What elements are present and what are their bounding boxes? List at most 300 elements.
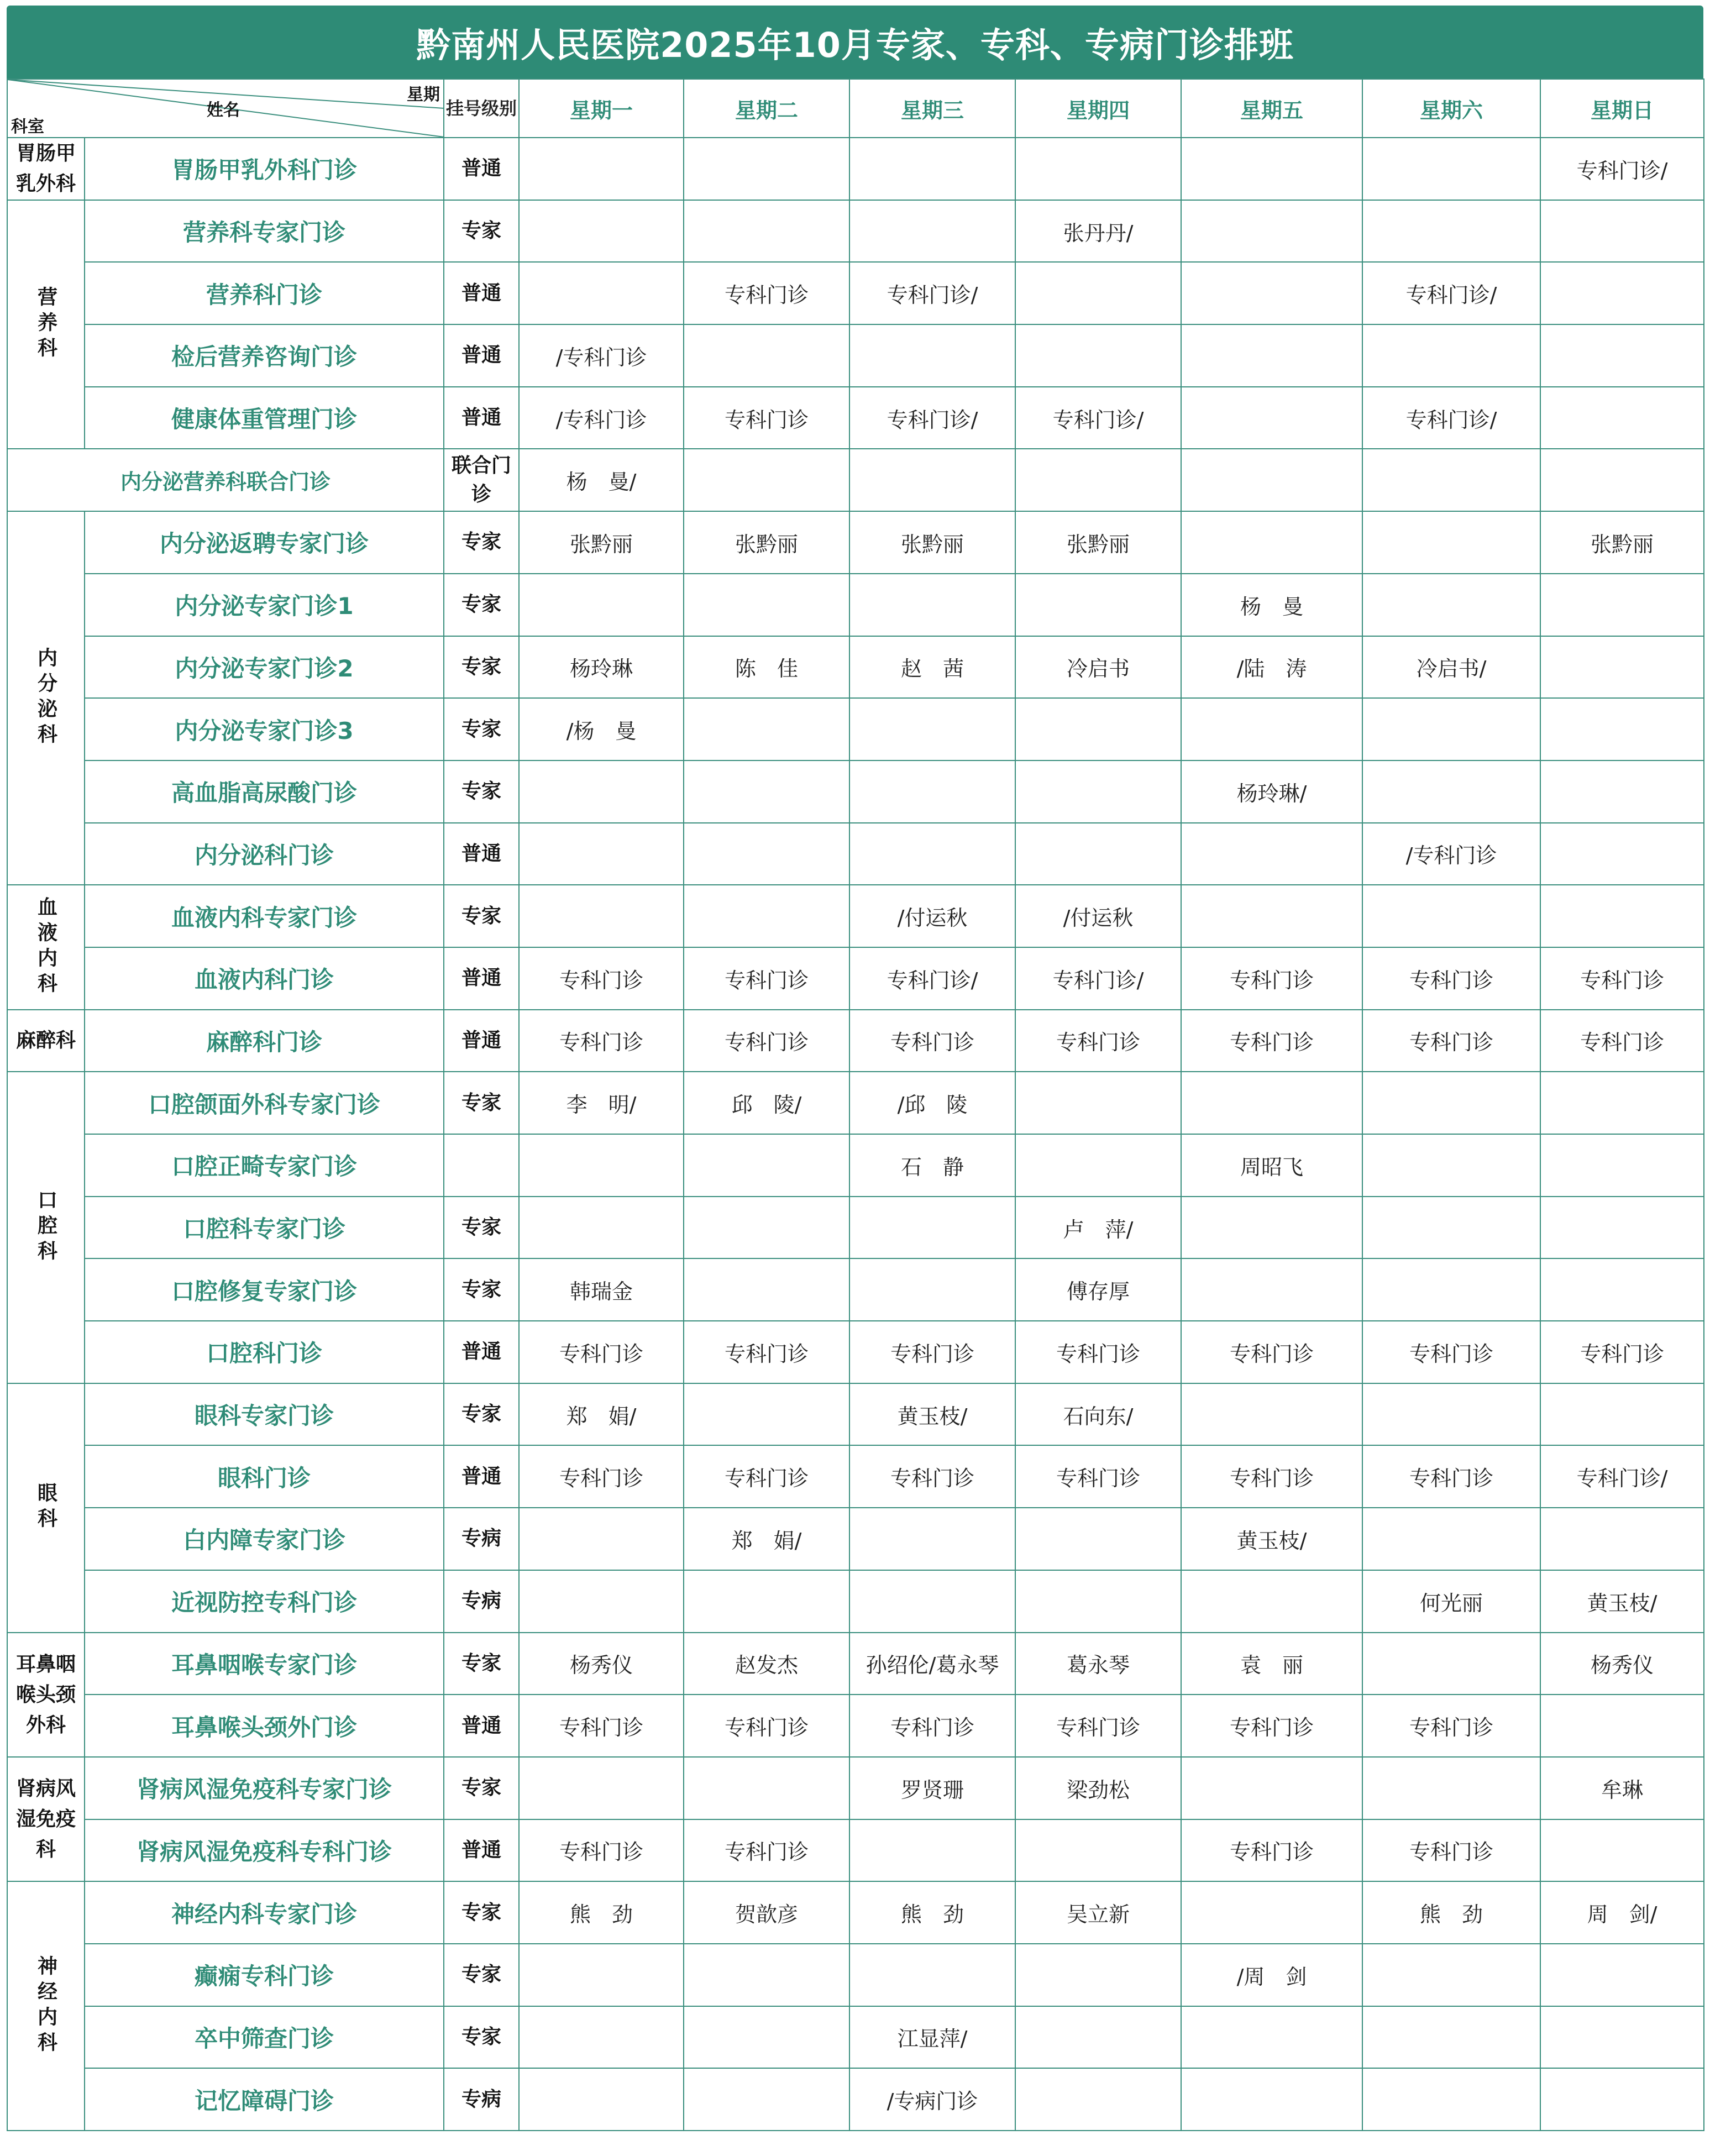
schedule-cell	[519, 1570, 684, 1633]
schedule-cell	[1181, 324, 1362, 387]
schedule-cell	[684, 1944, 849, 2006]
schedule-cell: 专科门诊	[684, 387, 849, 449]
schedule-cell: 张黔丽	[849, 511, 1015, 574]
schedule-cell: 专科门诊	[1181, 947, 1362, 1010]
table-row	[7, 1072, 1704, 1134]
table-row	[7, 947, 1704, 1010]
schedule-cell: 张黔丽	[1015, 511, 1181, 574]
schedule-cell: 专科门诊/	[1540, 1445, 1704, 1508]
table-row	[7, 1445, 1704, 1508]
day-header: 星期三	[849, 79, 1015, 138]
schedule-cell	[684, 449, 849, 511]
schedule-cell	[1015, 138, 1181, 200]
department-cell: 神经内科	[7, 1881, 85, 2131]
schedule-cell: 专科门诊/	[1362, 262, 1540, 324]
table-row	[7, 760, 1704, 823]
schedule-cell	[519, 1134, 684, 1197]
schedule-cell	[1540, 1819, 1704, 1882]
schedule-cell	[519, 1197, 684, 1259]
schedule-cell	[684, 200, 849, 263]
schedule-cell	[519, 2068, 684, 2131]
department-cell: 肾病风湿免疫科	[7, 1757, 85, 1881]
schedule-cell	[1015, 1570, 1181, 1633]
schedule-cell: 专科门诊	[519, 1010, 684, 1072]
schedule-cell	[1540, 1508, 1704, 1570]
schedule-cell: 杨秀仪	[519, 1633, 684, 1695]
schedule-cell	[1181, 885, 1362, 947]
level-cell: 普通	[444, 1010, 519, 1072]
schedule-cell	[1015, 2006, 1181, 2069]
schedule-cell: 专科门诊/	[849, 387, 1015, 449]
schedule-cell: 吴立新	[1015, 1881, 1181, 1944]
schedule-cell	[1362, 574, 1540, 636]
schedule-cell: /陆 涛	[1181, 636, 1362, 699]
level-cell: 普通	[444, 387, 519, 449]
table-row	[7, 1944, 1704, 2006]
clinic-name: 眼科门诊	[85, 1445, 444, 1508]
schedule-cell	[1362, 1197, 1540, 1259]
level-cell: 普通	[444, 1445, 519, 1508]
schedule-cell	[1362, 760, 1540, 823]
clinic-name: 肾病风湿免疫科专科门诊	[85, 1819, 444, 1882]
clinic-name: 血液内科门诊	[85, 947, 444, 1010]
schedule-cell	[1015, 1944, 1181, 2006]
schedule-cell	[849, 138, 1015, 200]
level-cell: 普通	[444, 1819, 519, 1882]
table-row	[7, 200, 1704, 263]
level-cell: 专家	[444, 1633, 519, 1695]
schedule-cell: 专科门诊	[1362, 1695, 1540, 1757]
day-header: 星期一	[519, 79, 684, 138]
schedule-cell	[1181, 1258, 1362, 1321]
schedule-cell: 郑 娟/	[519, 1383, 684, 1446]
schedule-cell	[1181, 511, 1362, 574]
clinic-name: 眼科专家门诊	[85, 1383, 444, 1446]
schedule-cell: 专科门诊	[1362, 1445, 1540, 1508]
clinic-name: 口腔修复专家门诊	[85, 1258, 444, 1321]
schedule-cell: 专科门诊/	[1540, 138, 1704, 200]
schedule-cell	[684, 1258, 849, 1321]
schedule-cell	[1540, 574, 1704, 636]
department-cell: 眼科	[7, 1383, 85, 1633]
schedule-cell: 专科门诊	[849, 1321, 1015, 1383]
schedule-cell	[1362, 1258, 1540, 1321]
level-cell: 专病	[444, 1570, 519, 1633]
corner-week-label: 星期	[407, 85, 440, 104]
department-cell: 耳鼻咽喉头颈外科	[7, 1633, 85, 1757]
schedule-cell	[1540, 885, 1704, 947]
schedule-cell	[684, 823, 849, 885]
schedule-cell	[519, 760, 684, 823]
day-header: 星期六	[1362, 79, 1540, 138]
schedule-cell: 专科门诊	[519, 1445, 684, 1508]
clinic-name: 癫痫专科门诊	[85, 1944, 444, 2006]
level-cell: 专病	[444, 2068, 519, 2131]
schedule-cell	[519, 1508, 684, 1570]
schedule-cell: 专科门诊	[1181, 1445, 1362, 1508]
schedule-cell	[1362, 885, 1540, 947]
clinic-name: 麻醉科门诊	[85, 1010, 444, 1072]
schedule-cell: 专科门诊	[849, 1445, 1015, 1508]
schedule-cell	[849, 1508, 1015, 1570]
schedule-cell: 杨玲琳	[519, 636, 684, 699]
schedule-cell	[1362, 1508, 1540, 1570]
schedule-cell: 傅存厚	[1015, 1258, 1181, 1321]
header-row	[7, 79, 1704, 138]
schedule-cell	[1362, 698, 1540, 760]
schedule-cell	[1181, 1570, 1362, 1633]
schedule-cell	[1015, 698, 1181, 760]
schedule-cell	[1540, 823, 1704, 885]
clinic-name: 记忆障碍门诊	[85, 2068, 444, 2131]
schedule-cell	[1015, 1134, 1181, 1197]
department-cell: 营养科	[7, 200, 85, 449]
schedule-cell	[1181, 138, 1362, 200]
schedule-cell	[684, 698, 849, 760]
schedule-cell: 专科门诊	[1362, 1010, 1540, 1072]
table-row	[7, 1508, 1704, 1570]
schedule-cell: 专科门诊/	[1015, 387, 1181, 449]
clinic-name: 近视防控专科门诊	[85, 1570, 444, 1633]
schedule-cell	[1181, 449, 1362, 511]
schedule-cell: /专科门诊	[519, 387, 684, 449]
schedule-cell	[849, 1570, 1015, 1633]
table-row	[7, 138, 1704, 200]
schedule-cell: 杨 曼/	[519, 449, 684, 511]
clinic-name: 口腔颌面外科专家门诊	[85, 1072, 444, 1134]
table-row	[7, 2068, 1704, 2131]
schedule-cell: 专科门诊	[519, 1695, 684, 1757]
schedule-cell	[519, 885, 684, 947]
schedule-cell	[1181, 1881, 1362, 1944]
level-cell: 普通	[444, 947, 519, 1010]
schedule-cell	[684, 324, 849, 387]
level-cell: 专病	[444, 1508, 519, 1570]
schedule-cell	[1362, 511, 1540, 574]
schedule-cell: 孙绍伦/葛永琴	[849, 1633, 1015, 1695]
schedule-cell: /专科门诊	[1362, 823, 1540, 885]
schedule-cell: 梁劲松	[1015, 1757, 1181, 1819]
table-row	[7, 1010, 1704, 1072]
schedule-cell	[1181, 1072, 1362, 1134]
table-row	[7, 387, 1704, 449]
department-cell: 内分泌科	[7, 511, 85, 885]
schedule-cell	[1540, 2006, 1704, 2069]
schedule-cell	[849, 1944, 1015, 2006]
schedule-cell	[849, 324, 1015, 387]
schedule-cell	[1015, 324, 1181, 387]
schedule-cell: 黄玉枝/	[849, 1383, 1015, 1446]
schedule-cell	[519, 574, 684, 636]
schedule-cell: 专科门诊	[1015, 1321, 1181, 1383]
schedule-cell: 专科门诊	[1540, 1010, 1704, 1072]
schedule-cell	[1015, 1508, 1181, 1570]
level-cell: 专家	[444, 1944, 519, 2006]
schedule-cell	[1015, 574, 1181, 636]
table-row	[7, 1819, 1704, 1882]
schedule-cell	[684, 1570, 849, 1633]
schedule-cell	[684, 1383, 849, 1446]
schedule-cell	[1362, 1944, 1540, 2006]
clinic-name: 血液内科专家门诊	[85, 885, 444, 947]
schedule-cell: 黄玉枝/	[1540, 1570, 1704, 1633]
schedule-cell	[519, 138, 684, 200]
schedule-cell	[1362, 138, 1540, 200]
schedule-cell	[1181, 2006, 1362, 2069]
schedule-cell: 专科门诊/	[1015, 947, 1181, 1010]
schedule-cell: 专科门诊	[684, 1695, 849, 1757]
schedule-cell	[684, 885, 849, 947]
schedule-cell: 何光丽	[1362, 1570, 1540, 1633]
schedule-cell: 熊 劲	[1362, 1881, 1540, 1944]
schedule-cell	[519, 1944, 684, 2006]
clinic-name: 耳鼻咽喉专家门诊	[85, 1633, 444, 1695]
schedule-cell	[849, 1197, 1015, 1259]
schedule-cell: 专科门诊	[1540, 947, 1704, 1010]
clinic-name: 营养科门诊	[85, 262, 444, 324]
department-cell: 口腔科	[7, 1072, 85, 1383]
schedule-cell: 专科门诊	[1181, 1819, 1362, 1882]
corner-name-label: 姓名	[207, 101, 240, 120]
schedule-cell: /专病门诊	[849, 2068, 1015, 2131]
schedule-cell	[1181, 698, 1362, 760]
clinic-name: 胃肠甲乳外科门诊	[85, 138, 444, 200]
schedule-cell: 张黔丽	[684, 511, 849, 574]
clinic-name: 白内障专家门诊	[85, 1508, 444, 1570]
level-cell: 专家	[444, 1258, 519, 1321]
table-row	[7, 1570, 1704, 1633]
clinic-name: 健康体重管理门诊	[85, 387, 444, 449]
schedule-cell: 专科门诊	[519, 947, 684, 1010]
schedule-cell	[1540, 1383, 1704, 1446]
level-cell: 专家	[444, 1881, 519, 1944]
clinic-name: 肾病风湿免疫科专家门诊	[85, 1757, 444, 1819]
schedule-cell: 专科门诊/	[849, 947, 1015, 1010]
schedule-cell: /周 剑	[1181, 1944, 1362, 2006]
schedule-cell: 专科门诊	[684, 1819, 849, 1882]
schedule-cell: 专科门诊	[1015, 1695, 1181, 1757]
day-header: 星期日	[1540, 79, 1704, 138]
table-row	[7, 885, 1704, 947]
level-cell: 专家	[444, 760, 519, 823]
schedule-cell: 熊 劲	[849, 1881, 1015, 1944]
level-cell: 专家	[444, 636, 519, 699]
table-row	[7, 1881, 1704, 1944]
schedule-cell: 专科门诊	[1181, 1321, 1362, 1383]
page-title: 黔南州人民医院2025年10月专家、专科、专病门诊排班	[7, 6, 1703, 78]
schedule-cell: 冷启书	[1015, 636, 1181, 699]
schedule-cell: 专科门诊	[684, 1445, 849, 1508]
schedule-cell: 专科门诊	[1181, 1010, 1362, 1072]
schedule-cell	[1181, 823, 1362, 885]
table-row	[7, 449, 1704, 511]
level-cell: 联合门诊	[444, 449, 519, 511]
schedule-cell: 专科门诊	[1362, 1819, 1540, 1882]
table-row	[7, 1197, 1704, 1259]
schedule-cell: 江显萍/	[849, 2006, 1015, 2069]
schedule-cell: 陈 佳	[684, 636, 849, 699]
schedule-cell: 郑 娟/	[684, 1508, 849, 1570]
schedule-cell	[1540, 200, 1704, 263]
level-cell: 普通	[444, 324, 519, 387]
schedule-cell: 专科门诊	[1540, 1321, 1704, 1383]
schedule-cell: 牟琳	[1540, 1757, 1704, 1819]
clinic-name: 内分泌专家门诊3	[85, 698, 444, 760]
table-row	[7, 823, 1704, 885]
schedule-cell	[1362, 200, 1540, 263]
schedule-cell: 李 明/	[519, 1072, 684, 1134]
schedule-cell: 专科门诊	[684, 262, 849, 324]
schedule-cell	[1362, 1633, 1540, 1695]
clinic-name: 内分泌返聘专家门诊	[85, 511, 444, 574]
schedule-cell	[849, 449, 1015, 511]
schedule-cell: 专科门诊	[1015, 1010, 1181, 1072]
schedule-cell: 专科门诊/	[1362, 387, 1540, 449]
clinic-name: 神经内科专家门诊	[85, 1881, 444, 1944]
schedule-cell	[519, 200, 684, 263]
schedule-cell	[1540, 262, 1704, 324]
schedule-cell: 熊 劲	[519, 1881, 684, 1944]
schedule-cell	[1015, 1819, 1181, 1882]
schedule-cell: 袁 丽	[1181, 1633, 1362, 1695]
clinic-name: 检后营养咨询门诊	[85, 324, 444, 387]
schedule-cell	[1362, 1757, 1540, 1819]
level-cell: 专家	[444, 698, 519, 760]
clinic-name: 高血脂高尿酸门诊	[85, 760, 444, 823]
schedule-cell	[1362, 1383, 1540, 1446]
schedule-cell: 专科门诊	[849, 1010, 1015, 1072]
schedule-cell	[684, 2006, 849, 2069]
schedule-cell: 黄玉枝/	[1181, 1508, 1362, 1570]
level-header: 挂号级别	[444, 79, 519, 138]
schedule-cell	[684, 1757, 849, 1819]
schedule-cell	[1015, 823, 1181, 885]
schedule-cell: 专科门诊	[684, 1321, 849, 1383]
level-cell: 专家	[444, 1383, 519, 1446]
clinic-name: 营养科专家门诊	[85, 200, 444, 263]
schedule-cell: /邱 陵	[849, 1072, 1015, 1134]
schedule-cell	[1540, 1072, 1704, 1134]
level-cell: 专家	[444, 885, 519, 947]
schedule-cell: 韩瑞金	[519, 1258, 684, 1321]
table-row	[7, 1383, 1704, 1446]
table-row	[7, 1321, 1704, 1383]
level-cell: 普通	[444, 262, 519, 324]
schedule-cell: 周 剑/	[1540, 1881, 1704, 1944]
level-cell: 专家	[444, 200, 519, 263]
clinic-name: 内分泌科门诊	[85, 823, 444, 885]
schedule-cell	[1015, 262, 1181, 324]
schedule-cell: 杨玲琳/	[1181, 760, 1362, 823]
schedule-cell: 杨 曼	[1181, 574, 1362, 636]
schedule-cell: 杨秀仪	[1540, 1633, 1704, 1695]
schedule-cell	[519, 2006, 684, 2069]
schedule-cell	[1540, 1944, 1704, 2006]
schedule-cell	[1015, 760, 1181, 823]
schedule-cell	[849, 1819, 1015, 1882]
schedule-cell	[849, 760, 1015, 823]
schedule-cell	[1181, 1383, 1362, 1446]
schedule-cell: /杨 曼	[519, 698, 684, 760]
table-row	[7, 1258, 1704, 1321]
table-row	[7, 2006, 1704, 2069]
level-cell: 专家	[444, 574, 519, 636]
schedule-cell: 周昭飞	[1181, 1134, 1362, 1197]
level-cell: 普通	[444, 823, 519, 885]
schedule-cell: 专科门诊	[684, 947, 849, 1010]
schedule-table	[7, 78, 1704, 2131]
schedule-cell	[684, 138, 849, 200]
schedule-cell	[1181, 1757, 1362, 1819]
schedule-cell	[1015, 1072, 1181, 1134]
schedule-sheet	[7, 6, 1703, 2131]
clinic-name: 内分泌专家门诊1	[85, 574, 444, 636]
day-header: 星期五	[1181, 79, 1362, 138]
clinic-name: 口腔科专家门诊	[85, 1197, 444, 1259]
schedule-cell: 葛永琴	[1015, 1633, 1181, 1695]
schedule-cell: 张黔丽	[1540, 511, 1704, 574]
schedule-cell: /付运秋	[1015, 885, 1181, 947]
table-row	[7, 324, 1704, 387]
department-cell: 血液内科	[7, 885, 85, 1009]
schedule-cell	[684, 760, 849, 823]
table-row	[7, 698, 1704, 760]
schedule-cell	[1181, 2068, 1362, 2131]
clinic-name: 口腔正畸专家门诊	[85, 1134, 444, 1197]
level-cell: 普通	[444, 1695, 519, 1757]
schedule-cell: 赵发杰	[684, 1633, 849, 1695]
schedule-cell: 专科门诊	[519, 1819, 684, 1882]
schedule-cell	[519, 262, 684, 324]
schedule-cell	[684, 2068, 849, 2131]
table-row	[7, 1134, 1704, 1197]
schedule-cell	[1015, 2068, 1181, 2131]
schedule-cell	[1362, 449, 1540, 511]
schedule-cell: 邱 陵/	[684, 1072, 849, 1134]
schedule-cell: 石 静	[849, 1134, 1015, 1197]
schedule-cell: 专科门诊	[1015, 1445, 1181, 1508]
level-cell: 专家	[444, 1757, 519, 1819]
day-header: 星期二	[684, 79, 849, 138]
schedule-cell	[1540, 449, 1704, 511]
schedule-cell	[1181, 1197, 1362, 1259]
schedule-cell	[1540, 324, 1704, 387]
day-header: 星期四	[1015, 79, 1181, 138]
level-cell: 普通	[444, 138, 519, 200]
schedule-cell	[1181, 387, 1362, 449]
schedule-cell	[849, 823, 1015, 885]
schedule-cell: 石向东/	[1015, 1383, 1181, 1446]
level-cell: 专家	[444, 1072, 519, 1134]
schedule-cell	[1540, 760, 1704, 823]
schedule-cell	[1540, 1197, 1704, 1259]
corner-dept-label: 科室	[11, 117, 44, 137]
level-cell: 专家	[444, 511, 519, 574]
clinic-name: 内分泌营养科联合门诊	[7, 449, 444, 511]
department-cell: 胃肠甲乳外科	[7, 138, 85, 200]
schedule-cell	[1540, 1258, 1704, 1321]
schedule-cell	[1362, 324, 1540, 387]
schedule-cell: 专科门诊/	[849, 262, 1015, 324]
schedule-cell: 专科门诊	[519, 1321, 684, 1383]
table-row	[7, 636, 1704, 699]
schedule-cell	[1540, 2068, 1704, 2131]
schedule-cell: 专科门诊	[1362, 1321, 1540, 1383]
table-row	[7, 1633, 1704, 1695]
clinic-name: 口腔科门诊	[85, 1321, 444, 1383]
level-cell: 专家	[444, 1197, 519, 1259]
schedule-cell	[1362, 2006, 1540, 2069]
